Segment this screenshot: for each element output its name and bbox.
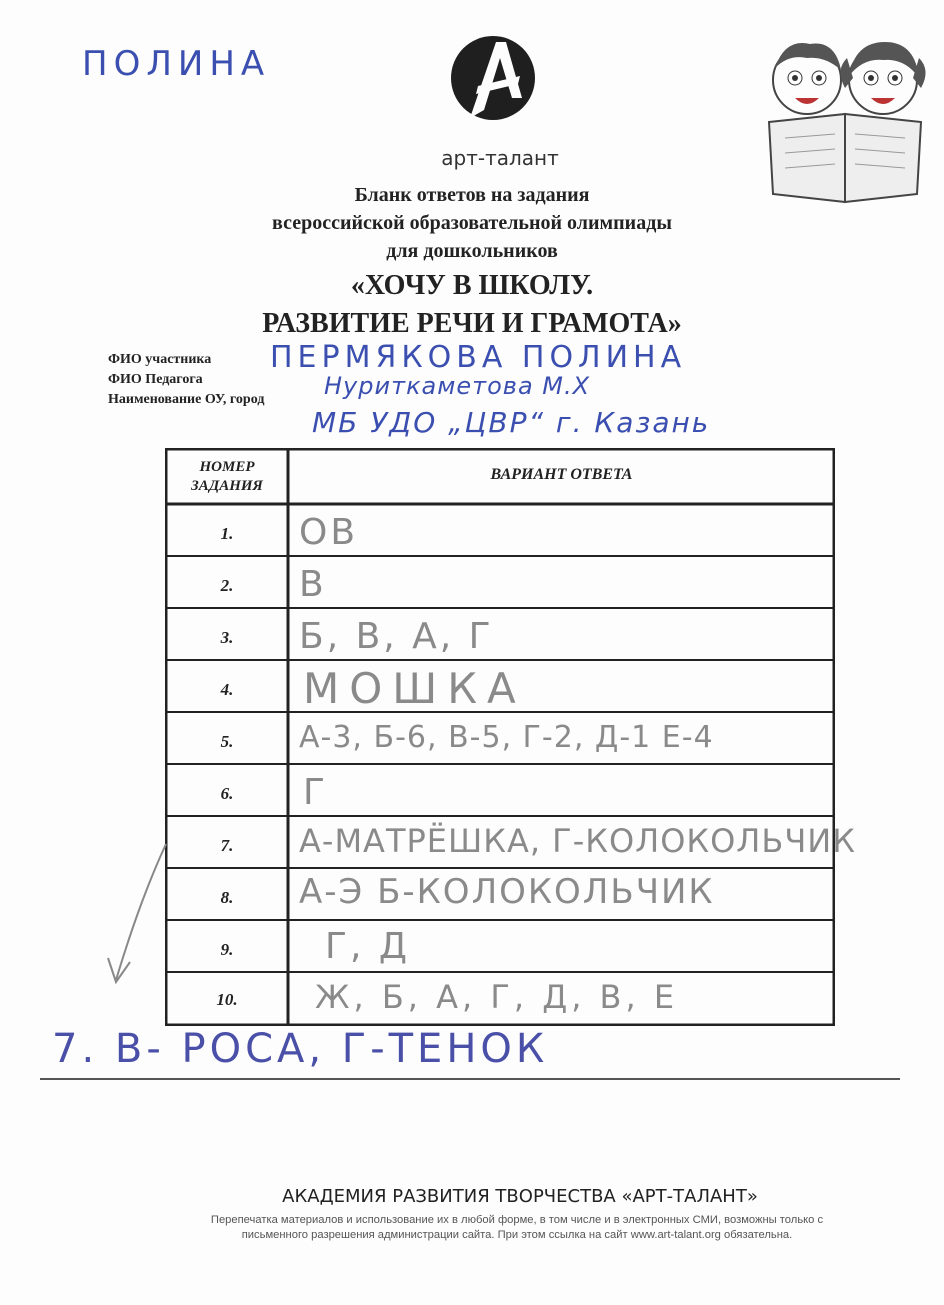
row-number: 5. — [220, 732, 234, 751]
row-answer: Г, Д — [325, 926, 410, 967]
row-number: 3. — [220, 628, 234, 647]
row-answer: А-3, Б-6, В-5, Г-2, Д-1 Е-4 — [299, 720, 714, 755]
header-answer: ВАРИАНТ ОТВЕТА — [490, 466, 633, 483]
teacher-label: ФИО Педагога — [108, 372, 203, 387]
extra-answer-note: 7. В- РОСА, Г-ТЕНОК — [52, 1026, 549, 1072]
row-answer: А-МАТРЁШКА, Г-КОЛОКОЛЬЧИК — [299, 822, 856, 860]
participant-label: ФИО участника — [108, 352, 212, 367]
footer-academy: АКАДЕМИЯ РАЗВИТИЯ ТВОРЧЕСТВА «АРТ-ТАЛАНТ» — [282, 1186, 758, 1207]
row-number: 7. — [220, 836, 234, 855]
title-line-2: всероссийской образовательной олимпиады — [272, 212, 672, 234]
row-answer: МОШКА — [303, 664, 526, 713]
logo-icon — [448, 28, 538, 138]
participant-value: ПЕРМЯКОВА ПОЛИНА — [270, 340, 687, 375]
school-value: МБ УДО „ЦВР“ г. Казань — [312, 406, 711, 439]
divider — [40, 1078, 900, 1080]
row-number: 1. — [220, 524, 234, 543]
title-line-1: Бланк ответов на задания — [354, 184, 590, 206]
handwritten-arrow-icon — [100, 840, 180, 990]
logo-brand-text: арт-талант — [441, 146, 559, 170]
title-line-4: «ХОЧУ В ШКОЛУ. — [350, 270, 594, 301]
row-number: 9. — [220, 940, 234, 959]
row-answer: А-Э Б-КОЛОКОЛЬЧИК — [299, 872, 715, 912]
footer-notice-line1: Перепечатка материалов и использование их в любой форме, в том числе и в электронных СМИ, возможны только с — [210, 1214, 824, 1226]
row-number: 4. — [220, 680, 234, 699]
title-line-5: РАЗВИТИЕ РЕЧИ И ГРАМОТА» — [262, 308, 682, 339]
answer-table — [165, 448, 856, 1026]
row-number: 2. — [220, 576, 234, 595]
row-number: 10. — [216, 990, 238, 1009]
children-book-icon — [755, 18, 935, 208]
row-answer: В — [299, 564, 327, 605]
row-answer: ОВ — [299, 512, 359, 553]
row-number: 6. — [220, 784, 234, 803]
row-number: 8. — [220, 888, 234, 907]
row-answer: Ж, Б, А, Г, Д, В, Е — [315, 978, 679, 1016]
kids-reading-illustration — [755, 18, 935, 208]
art-talant-logo — [448, 28, 538, 138]
row-answer: Б, В, А, Г — [299, 616, 494, 657]
school-label: Наименование ОУ, город — [108, 392, 265, 407]
teacher-value: Нуриткаметова М.Х — [324, 372, 591, 400]
header-number: НОМЕР ЗАДАНИЯ — [191, 459, 263, 494]
title-line-3: для дошкольников — [386, 240, 558, 262]
footer-notice-line2: письменного разрешения администрации сайта. При этом ссылка на сайт www.art-talant.org обязательна. — [241, 1229, 793, 1241]
row-answer: Г — [303, 772, 328, 813]
handwritten-name: ПОЛИНА — [82, 44, 271, 84]
